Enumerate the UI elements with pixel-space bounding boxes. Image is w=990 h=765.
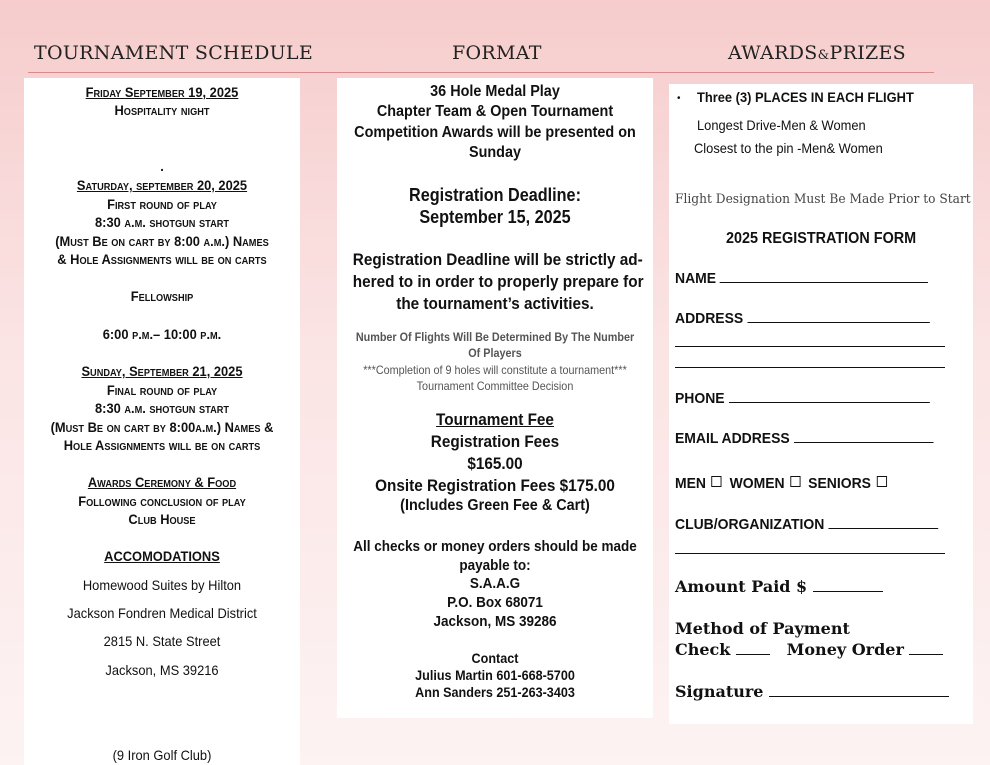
sunday-holes: Hole Assignments will be on carts — [63, 437, 261, 453]
saturday-round: First round of play — [107, 196, 217, 212]
sunday-cart: (Must Be on cart by 8:00a.m.) Names & — [50, 419, 274, 435]
amount-paid-label: Amount Paid $ — [675, 577, 808, 596]
fee-onsite: Onsite Registration Fees $175.00 — [375, 476, 615, 495]
strict-line1: Registration Deadline will be strictly ad- — [352, 250, 643, 269]
accommodations-city: Jackson, MS 39216 — [105, 662, 219, 678]
flights-note4: Tournament Committee Decision — [416, 379, 574, 393]
dot-separator: . — [160, 158, 164, 174]
checks-line2: payable to: — [459, 557, 531, 574]
address-line-2[interactable] — [675, 346, 945, 347]
address-label: ADDRESS — [675, 310, 744, 327]
amount-paid-field[interactable] — [675, 577, 883, 596]
address-line-3[interactable] — [675, 367, 945, 368]
flights-note2: Of Players — [468, 346, 522, 360]
places-bullet: • — [677, 93, 681, 104]
accommodations-district: Jackson Fondren Medical District — [67, 605, 257, 621]
iron-golf-club-note: (9 Iron Golf Club) — [112, 747, 212, 763]
header-format: FORMAT — [452, 42, 542, 64]
email-blank[interactable] — [794, 442, 934, 443]
women-label: WOMEN — [729, 475, 785, 492]
awards-column — [669, 84, 973, 724]
fee-registration: Registration Fees — [430, 432, 560, 451]
name-field[interactable] — [675, 270, 928, 287]
sunday-date: Sunday, September 21, 2025 — [81, 363, 243, 379]
contact-ann: Ann Sanders 251-263-3403 — [415, 684, 575, 700]
amount-paid-blank[interactable] — [813, 591, 883, 592]
flights-note3: ***Completion of 9 holes will constitute a tournament*** — [363, 363, 627, 377]
awards-ampersand: & — [817, 48, 830, 63]
check-label: Check — [675, 640, 731, 659]
fee-amount: $165.00 — [467, 454, 523, 473]
awards-closest-pin: Closest to the pin -Men& Women — [694, 140, 883, 156]
email-field[interactable] — [675, 430, 933, 447]
awards-ceremony-line1: Following conclusion of play — [78, 493, 246, 509]
seniors-checkbox[interactable] — [877, 476, 887, 487]
signature-label: Signature — [675, 682, 764, 701]
fellowship-time: 6:00 p.m.– 10:00 p.m. — [102, 326, 222, 342]
strict-line2: hered to in order to properly prepare for — [352, 272, 644, 291]
email-label: EMAIL ADDRESS — [675, 430, 790, 447]
payee: S.A.A.G — [469, 575, 521, 592]
category-checkboxes — [675, 475, 887, 492]
signature-blank[interactable] — [769, 696, 949, 697]
form-title: 2025 REGISTRATION FORM — [726, 230, 917, 247]
seniors-label: SENIORS — [808, 475, 871, 492]
awards-word: AWARDS — [728, 42, 818, 64]
men-checkbox[interactable] — [712, 476, 722, 487]
header-divider — [28, 72, 934, 73]
accommodations-title: ACCOMODATIONS — [104, 548, 220, 564]
saturday-start: 8:30 a.m. shotgun start — [95, 214, 229, 230]
awards-ceremony-title: Awards Ceremony & Food — [87, 474, 237, 490]
contact-julius: Julius Martin 601-668-5700 — [415, 667, 575, 683]
fee-title: Tournament Fee — [436, 410, 554, 429]
header-tournament-schedule: TOURNAMENT SCHEDULE — [34, 42, 314, 64]
flight-designation-note: Flight Designation Must Be Made Prior to Start — [675, 192, 971, 207]
format-chapter-team: Chapter Team & Open Tournament — [376, 103, 614, 120]
header-awards-prizes — [728, 42, 906, 64]
format-competition-awards: Competition Awards will be presented on — [354, 124, 636, 141]
format-medal-play: 36 Hole Medal Play — [430, 83, 560, 100]
name-blank[interactable] — [720, 282, 928, 283]
saturday-holes: & Hole Assignments will be on carts — [57, 251, 267, 267]
name-label: NAME — [675, 270, 717, 287]
checks-line1: All checks or money orders should be made — [353, 538, 637, 555]
money-order-blank[interactable] — [909, 654, 943, 655]
format-sunday: Sunday — [468, 144, 522, 161]
phone-blank[interactable] — [728, 402, 929, 403]
club-field[interactable] — [675, 516, 938, 533]
friday-date: Friday September 19, 2025 — [85, 84, 239, 100]
signature-field[interactable] — [675, 682, 949, 701]
men-label: MEN — [675, 475, 707, 492]
friday-event: Hospitality night — [114, 102, 210, 118]
payment-options — [675, 640, 943, 659]
club-line-2[interactable] — [675, 553, 945, 554]
address-blank[interactable] — [747, 322, 929, 323]
saturday-date: Saturday, september 20, 2025 — [76, 177, 248, 193]
phone-label: PHONE — [675, 390, 725, 407]
method-of-payment-label: Method of Payment — [675, 619, 850, 638]
fellowship: Fellowship — [130, 288, 194, 304]
accommodations-street: 2815 N. State Street — [103, 633, 221, 649]
prizes-word: PRIZES — [829, 42, 906, 64]
fee-includes: (Includes Green Fee & Cart) — [400, 497, 590, 514]
sunday-start: 8:30 a.m. shotgun start — [95, 400, 229, 416]
awards-ceremony-line2: Club House — [128, 511, 196, 527]
saturday-cart: (Must Be on cart by 8:00 a.m.) Names — [55, 233, 269, 249]
payee-city: Jackson, MS 39286 — [433, 613, 557, 630]
strict-line3: the tournament’s activities. — [396, 294, 594, 313]
flights-note1: Number Of Flights Will Be Determined By The Number — [355, 330, 635, 344]
po-box: P.O. Box 68071 — [447, 594, 543, 611]
deadline-date: September 15, 2025 — [419, 207, 571, 227]
club-blank[interactable] — [828, 528, 938, 529]
deadline-title: Registration Deadline: — [409, 185, 581, 205]
contact-title: Contact — [471, 650, 519, 666]
sunday-round: Final round of play — [106, 382, 218, 398]
format-column — [337, 78, 653, 718]
address-field[interactable] — [675, 310, 929, 327]
awards-longest-drive: Longest Drive-Men & Women — [697, 117, 866, 133]
money-order-label: Money Order — [786, 640, 904, 659]
awards-places: Three (3) PLACES IN EACH FLIGHT — [697, 89, 914, 105]
schedule-column — [24, 78, 300, 765]
accommodations-hotel: Homewood Suites by Hilton — [82, 577, 242, 593]
phone-field[interactable] — [675, 390, 929, 407]
check-blank[interactable] — [736, 654, 770, 655]
women-checkbox[interactable] — [790, 476, 800, 487]
club-label: CLUB/ORGANIZATION — [675, 516, 825, 533]
